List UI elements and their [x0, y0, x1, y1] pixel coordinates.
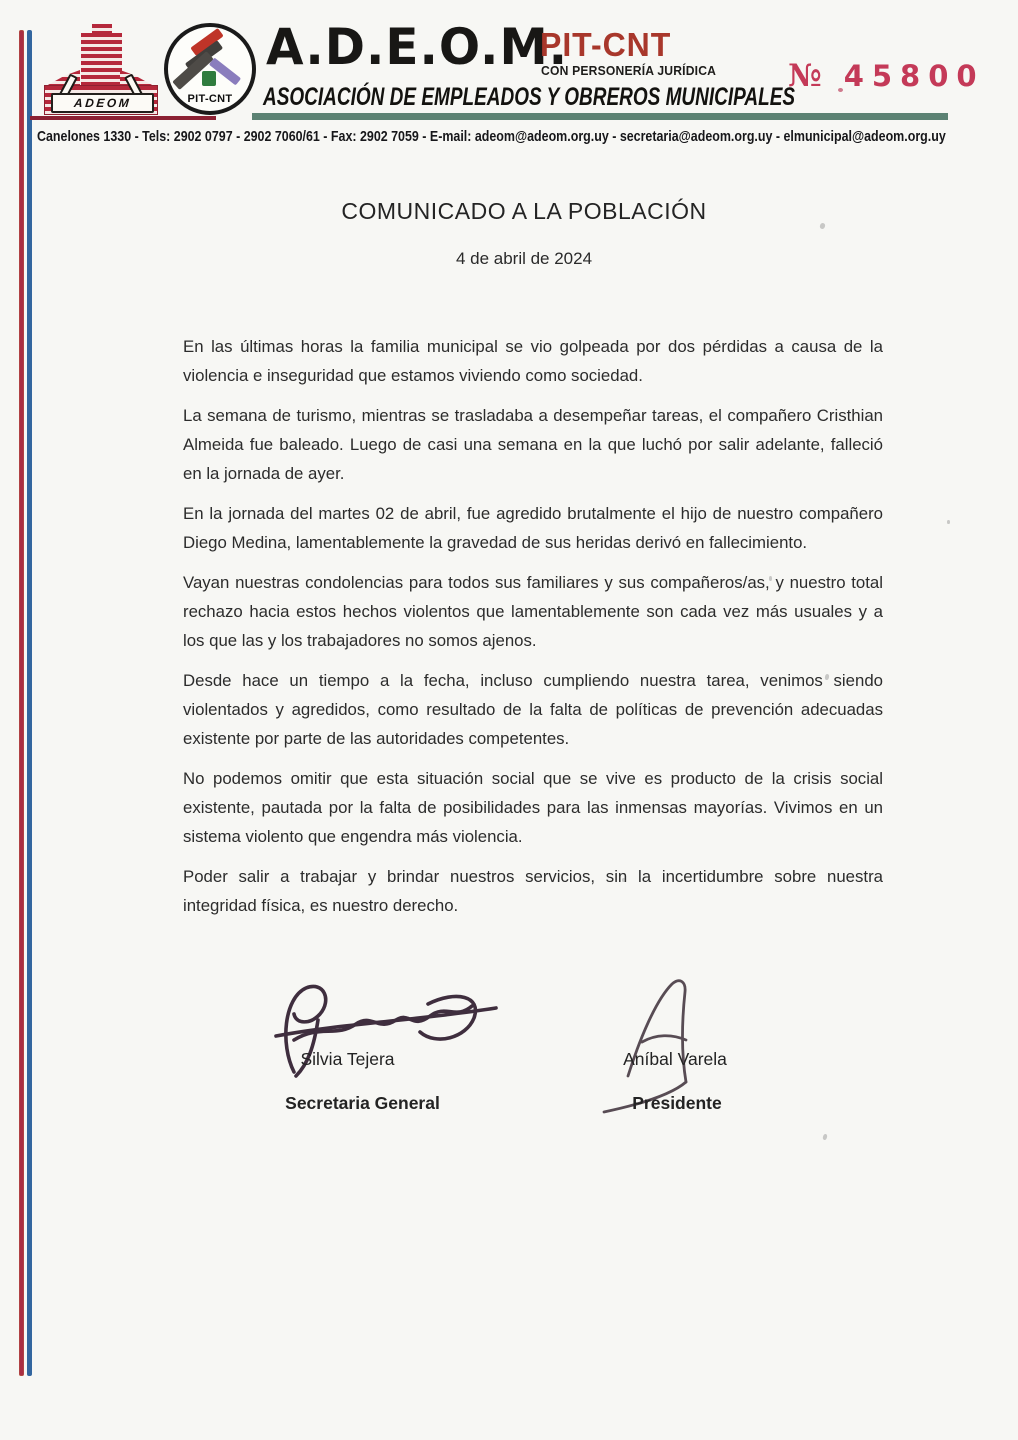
legal-status: CON PERSONERÍA JURÍDICA: [541, 64, 717, 78]
pitcnt-circle-logo: [164, 23, 256, 115]
building-tower: [81, 33, 122, 86]
header-rule: [252, 113, 948, 120]
scan-speckle: [822, 1134, 827, 1141]
paragraph-block: [183, 332, 883, 931]
signatory-name: Aníbal Varela: [623, 1049, 727, 1069]
org-full-name: ASOCIACIÓN DE EMPLEADOS Y OBREROS MUNICIPALES: [263, 83, 796, 111]
number-label: №: [788, 58, 822, 94]
paragraph: Poder salir a trabajar y brindar nuestros servicios, sin la incertidumbre sobre nuestra integridad física, es nuestro derecho.: [183, 867, 883, 915]
paragraph: Vayan nuestras condolencias para todos sus familiares y sus compañeros/as, y nuestro total rechazo hacia estos hechos violentos que lamentablemente son cada vez más usuales y a los que las y los trabajadores no somos ajenos.: [183, 573, 883, 650]
scan-speckle: [769, 576, 772, 581]
paragraph: No podemos omitir que esta situación social que se vive es producto de la crisis social existente, pautada por la falta de posibilidades para las inmensas mayorías. Vivimos en un sistema violento que engendra más violencia.: [183, 769, 883, 846]
scan-speckle: [622, 878, 625, 882]
document-title: COMUNICADO A LA POBLACIÓN: [341, 198, 707, 224]
document-number-stamp: [788, 58, 985, 94]
adeom-logo-banner: [51, 93, 154, 113]
number-value: 45800: [843, 59, 985, 93]
pitcnt-logo-label: PIT-CNT: [187, 93, 233, 105]
margin-stripe-red: [19, 30, 24, 1376]
paragraph: La semana de turismo, mientras se trasladaba a desempeñar tareas, el compañero Cristhian Almeida fue baleado. Luego de casi una semana en la que luchó por salir adelante, falleció en la jornada de ayer.: [183, 406, 883, 483]
pitcnt-logo-block-green: [202, 71, 216, 86]
adeom-building-logo: [44, 24, 156, 116]
margin-stripe-blue: [27, 30, 32, 1376]
pitcnt-title: PIT-CNT: [540, 26, 672, 63]
document-date: 4 de abril de 2024: [455, 249, 593, 268]
paragraph: Desde hace un tiempo a la fecha, incluso cumpliendo nuestra tarea, venimos siendo violentados y agredidos, como resultado de la falta de políticas de prevención adecuadas existente por parte de las autoridades competentes.: [183, 671, 883, 748]
signatory-role: Secretaria General: [285, 1093, 440, 1113]
org-acronym: A.D.E.O.M.: [266, 18, 569, 76]
logo-underline: [30, 116, 216, 120]
signatory-role: Presidente: [632, 1093, 722, 1113]
paragraph: En las últimas horas la familia municipal se vio golpeada por dos pérdidas a causa de la violencia e inseguridad que estamos viviendo como sociedad.: [183, 337, 883, 385]
paragraph: En la jornada del martes 02 de abril, fue agredido brutalmente el hijo de nuestro compañero Diego Medina, lamentablemente la gravedad de sus heridas derivó en fallecimiento.: [183, 504, 883, 552]
stamp-mark: [838, 88, 843, 92]
scan-speckle: [947, 520, 950, 524]
signatory-name: Silvia Tejera: [300, 1049, 395, 1069]
contact-line: Canelones 1330 - Tels: 2902 0797 - 2902 7060/61 - Fax: 2902 7059 - E-mail: adeom@adeom.org.uy - secretaria@adeom.org.uy - elmunicipal@adeom.org.uy: [37, 128, 946, 145]
adeom-logo-text: ADEOM: [73, 96, 132, 110]
scan-speckle: [819, 222, 826, 229]
